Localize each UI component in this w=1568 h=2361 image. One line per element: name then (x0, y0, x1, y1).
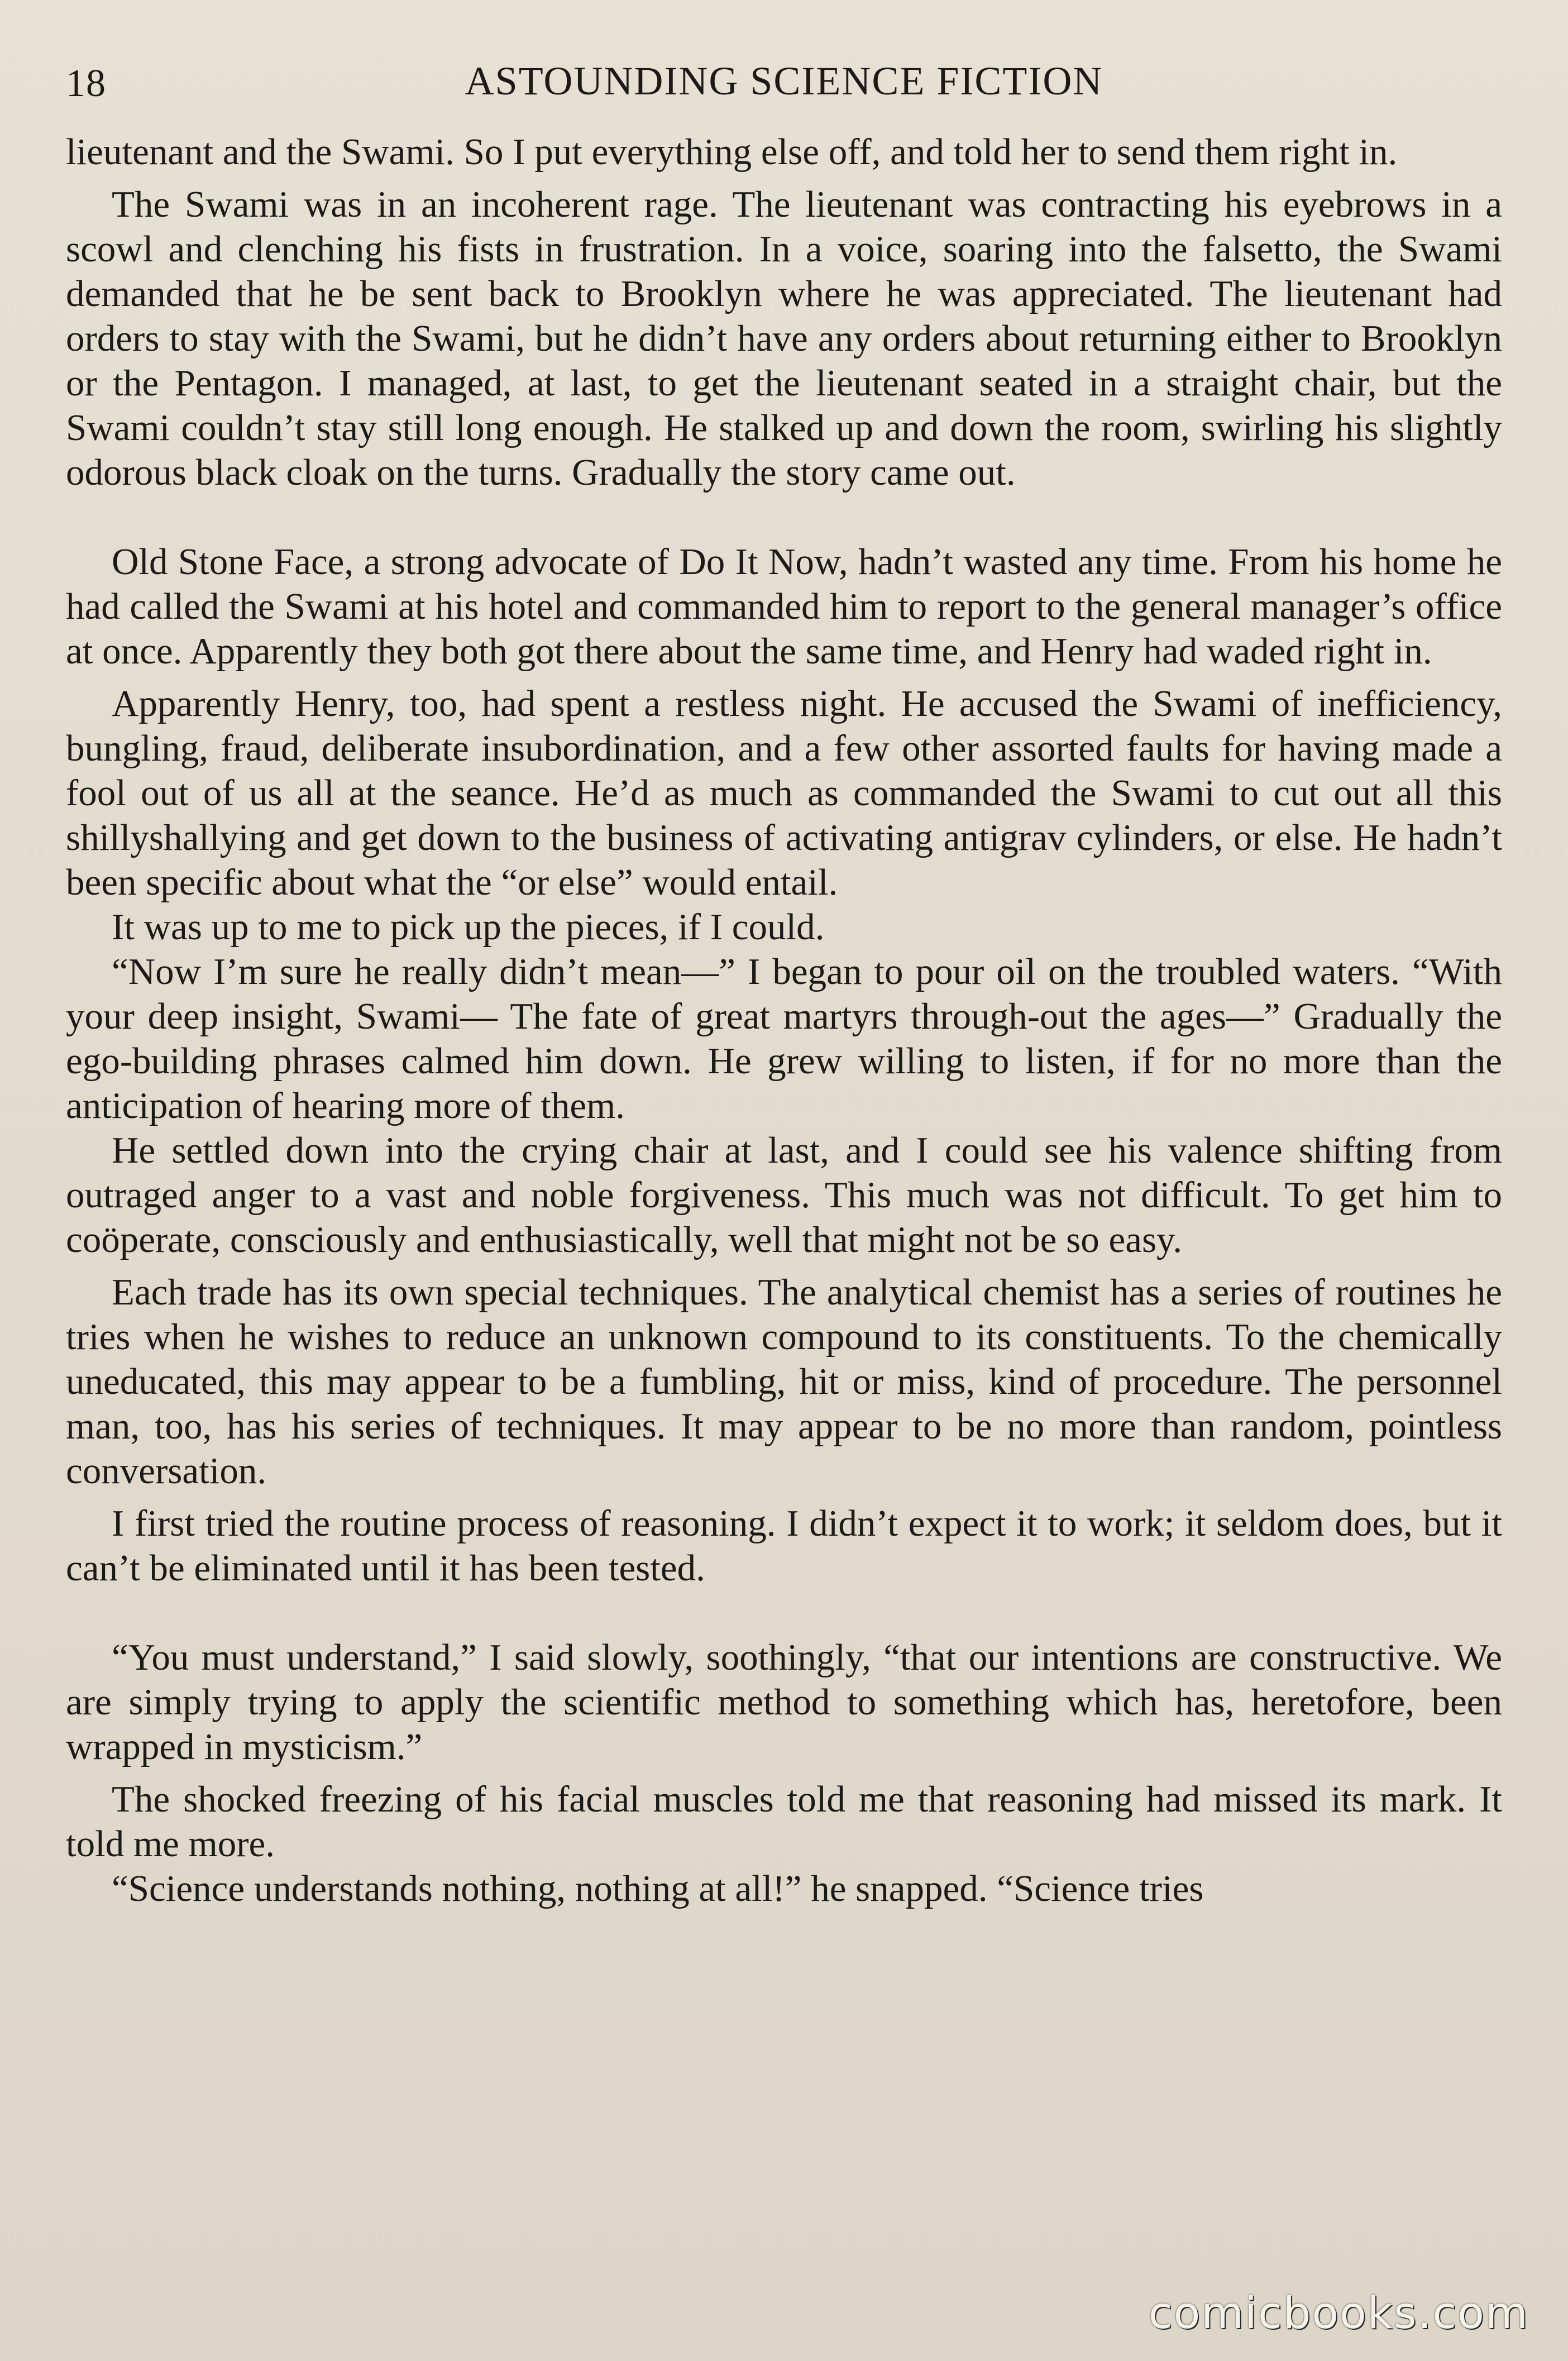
paragraph: “Science understands nothing, nothing at all!” he snapped. “Science tries (112, 1868, 1204, 1909)
paragraph: Apparently Henry, too, had spent a restless night. He accused the Swami of inefficiency, bungling, fraud, deliberate insubordination, and a few other assorted faults for having made a fool out of us all at the seance. He’d as much as commanded the Swami to cut out all this shillyshallying and get down to the business of activating antigrav cylinders, or else. He hadn’t been specific about what the “or else” would entail. (66, 683, 1502, 903)
paragraph: Old Stone Face, a strong advocate of Do It Now, hadn’t wasted any time. From his home he had called the Swami at his hotel and commanded him to report to the general manager’s office at once. Apparently they both got there about the same time, and Henry had waded right in. (66, 541, 1502, 672)
paragraph: “You must understand,” I said slowly, soothingly, “that our intentions are constructive. We are simply trying to apply the scientific method to something which has, heretofore, been wrapped in mysticism.” (66, 1637, 1502, 1767)
paragraph: It was up to me to pick up the pieces, if I could. (112, 906, 825, 948)
body-text (66, 130, 1502, 1911)
paragraph: lieutenant and the Swami. So I put everything else off, and told her to send them right in. (66, 131, 1398, 173)
paragraph: “Now I’m sure he really didn’t mean—” I began to pour oil on the troubled waters. “With your deep insight, Swami— The fate of great martyrs through-out the ages—” Gradually the ego-building phrases calmed him down. He grew willing to listen, if for no more than the anticipation of hearing more of them. (66, 951, 1502, 1126)
running-head: ASTOUNDING SCIENCE FICTION (465, 59, 1103, 103)
paragraph: He settled down into the crying chair at last, and I could see his valence shifting from outraged anger to a vast and noble forgiveness. This much was not difficult. To get him to coöperate, consciously and enthusiastically, well that might not be so easy. (66, 1130, 1502, 1260)
paragraph: The Swami was in an incoherent rage. The lieutenant was contracting his eyebrows in a scowl and clenching his fists in frustration. In a voice, soaring into the falsetto, the Swami demanded that he be sent back to Brooklyn where he was appreciated. The lieutenant had orders to stay with the Swami, but he didn’t have any orders about returning either to Brooklyn or the Pentagon. I managed, at last, to get the lieutenant seated in a straight chair, but the Swami couldn’t stay still long enough. He stalked up and down the room, swirling his slightly odorous black cloak on the turns. Gradually the story came out. (66, 184, 1502, 493)
paragraph: I first tried the routine process of reasoning. I didn’t expect it to work; it seldom does, but it can’t be eliminated until it has been tested. (66, 1503, 1502, 1589)
paragraph: Each trade has its own special techniques. The analytical chemist has a series of routines he tries when he wishes to reduce an unknown compound to its constituents. To the chemically uneducated, this may appear to be a fumbling, hit or miss, kind of procedure. The personnel man, too, has his series of techniques. It may appear to be no more than random, pointless conversation. (66, 1272, 1502, 1492)
paragraph: The shocked freezing of his facial muscles told me that reasoning had missed its mark. It told me more. (66, 1779, 1502, 1865)
watermark: comicbooks.com (1148, 2288, 1529, 2339)
page-number: 18 (66, 62, 106, 105)
page-header (66, 51, 1502, 113)
